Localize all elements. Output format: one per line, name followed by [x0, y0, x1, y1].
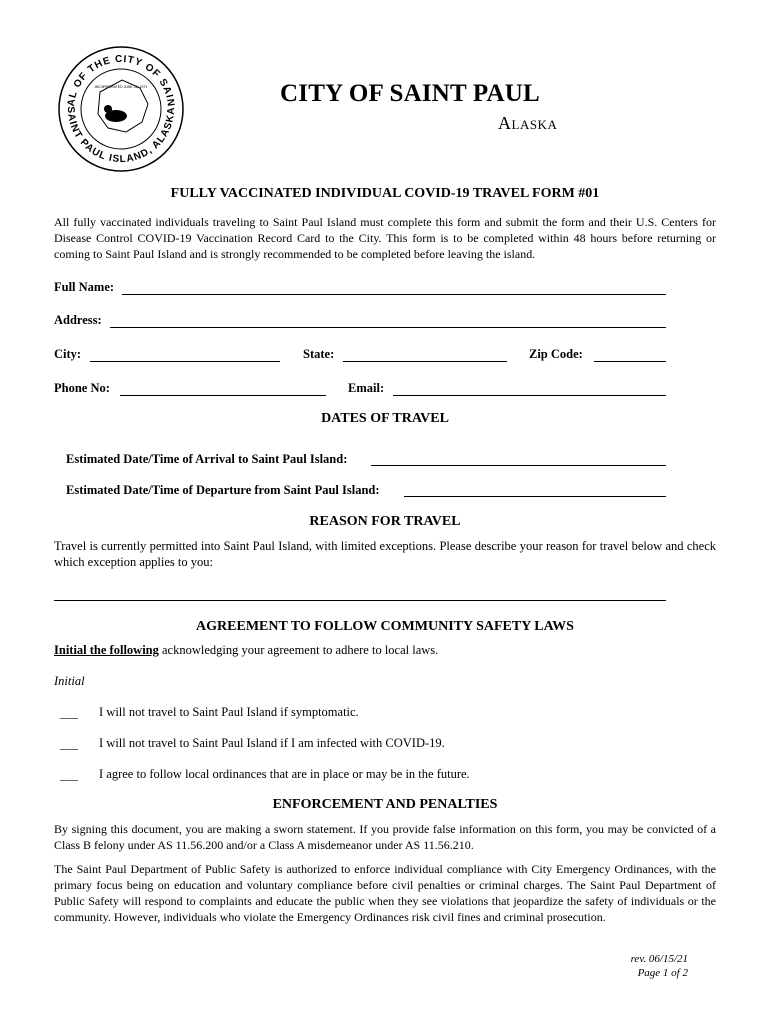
seal-inner-text: INCORPORATED JUNE 26, 1971	[94, 85, 148, 89]
city-seal	[56, 44, 186, 174]
enforcement-paragraph-2: The Saint Paul Department of Public Safety is authorized to enforce individual compliance with City Emergency Ordinances, with the primary focus being on education and voluntary compliance before civil penalties or criminal charges. The Saint Paul Department of Public Safety will respond to complaints and educate the public when they see violations that jeopardize the safety of individuals or the community. However, individuals who violate the Emergency Ordinances risk civil fines and criminal prosecution.	[54, 862, 716, 924]
arrival-field[interactable]	[371, 465, 666, 466]
seal-ring-top: AL OF THE CITY OF SAIN	[65, 53, 177, 108]
agreement-heading: AGREEMENT TO FOLLOW COMMUNITY SAFETY LAWS	[196, 619, 574, 634]
form-title: FULLY VACCINATED INDIVIDUAL COVID-19 TRAVEL FORM #01	[170, 186, 600, 201]
initial-blank-2[interactable]: ___	[60, 737, 78, 751]
intro-paragraph: All fully vaccinated individuals traveling to Saint Paul Island must complete this form and submit the form and their U.S. Centers for Disease Control COVID-19 Vaccination Record Card to the City. This form is to be completed within 48 hours before returning or coming to Saint Paul Island and is strongly recommended to be completed before leaving the island.	[54, 215, 716, 261]
departure-label: Estimated Date/Time of Departure from Saint Paul Island:	[66, 483, 380, 497]
reason-heading: REASON FOR TRAVEL	[309, 514, 461, 529]
enforcement-heading: ENFORCEMENT AND PENALTIES	[272, 797, 498, 812]
agreement-item-3: I agree to follow local ordinances that are in place or may be in the future.	[99, 767, 470, 781]
city-label: City:	[54, 347, 82, 361]
initial-blank-1[interactable]: ___	[60, 706, 78, 720]
agreement-lead-rest: acknowledging your agreement to adhere to local laws.	[158, 643, 439, 657]
seal-graphic	[56, 44, 186, 174]
phone-label: Phone No:	[54, 381, 110, 395]
reason-paragraph: Travel is currently permitted into Saint Paul Island, with limited exceptions. Please describe your reason for travel below and check which exception applies to you:	[54, 539, 716, 569]
state-field[interactable]	[343, 361, 507, 362]
agreement-lead	[54, 643, 438, 658]
dates-heading: DATES OF TRAVEL	[321, 411, 449, 426]
city-field[interactable]	[90, 361, 280, 362]
zip-field[interactable]	[594, 361, 666, 362]
page-number: Page 1 of 2	[637, 967, 688, 979]
address-label: Address:	[54, 313, 102, 327]
state-label: State:	[303, 347, 335, 361]
address-field[interactable]	[110, 327, 666, 328]
svg-text:THE SEAL OF THE CITY OF SAINT	[56, 44, 176, 108]
seal-ring-bottom: SAINT PAUL ISLAND, ALASKA	[64, 106, 178, 166]
footer-block	[560, 952, 688, 980]
page-subtitle: Alaska	[498, 113, 558, 133]
full-name-field[interactable]	[122, 294, 666, 295]
email-label: Email:	[348, 381, 385, 395]
departure-field[interactable]	[404, 496, 666, 497]
initial-label: Initial	[54, 674, 85, 688]
enforcement-paragraph-1: By signing this document, you are making a sworn statement. If you provide false information on this form, you may be convicted of a Class B felony under AS 11.56.200 and/or a Class A misdemeanor under AS 11.56.210.	[54, 822, 716, 852]
page-title: CITY OF SAINT PAUL	[280, 80, 540, 107]
agreement-item-2: I will not travel to Saint Paul Island if I am infected with COVID-19.	[99, 736, 445, 750]
full-name-label: Full Name:	[54, 280, 115, 294]
zip-label: Zip Code:	[529, 347, 583, 361]
phone-field[interactable]	[120, 395, 326, 396]
reason-field[interactable]	[54, 600, 666, 601]
initial-blank-3[interactable]: ___	[60, 768, 78, 782]
revision-date: rev. 06/15/21	[630, 953, 688, 965]
email-field[interactable]	[393, 395, 666, 396]
agreement-item-1: I will not travel to Saint Paul Island if symptomatic.	[99, 705, 359, 719]
agreement-lead-underlined: Initial the following	[54, 643, 159, 657]
arrival-label: Estimated Date/Time of Arrival to Saint Paul Island:	[66, 452, 348, 466]
